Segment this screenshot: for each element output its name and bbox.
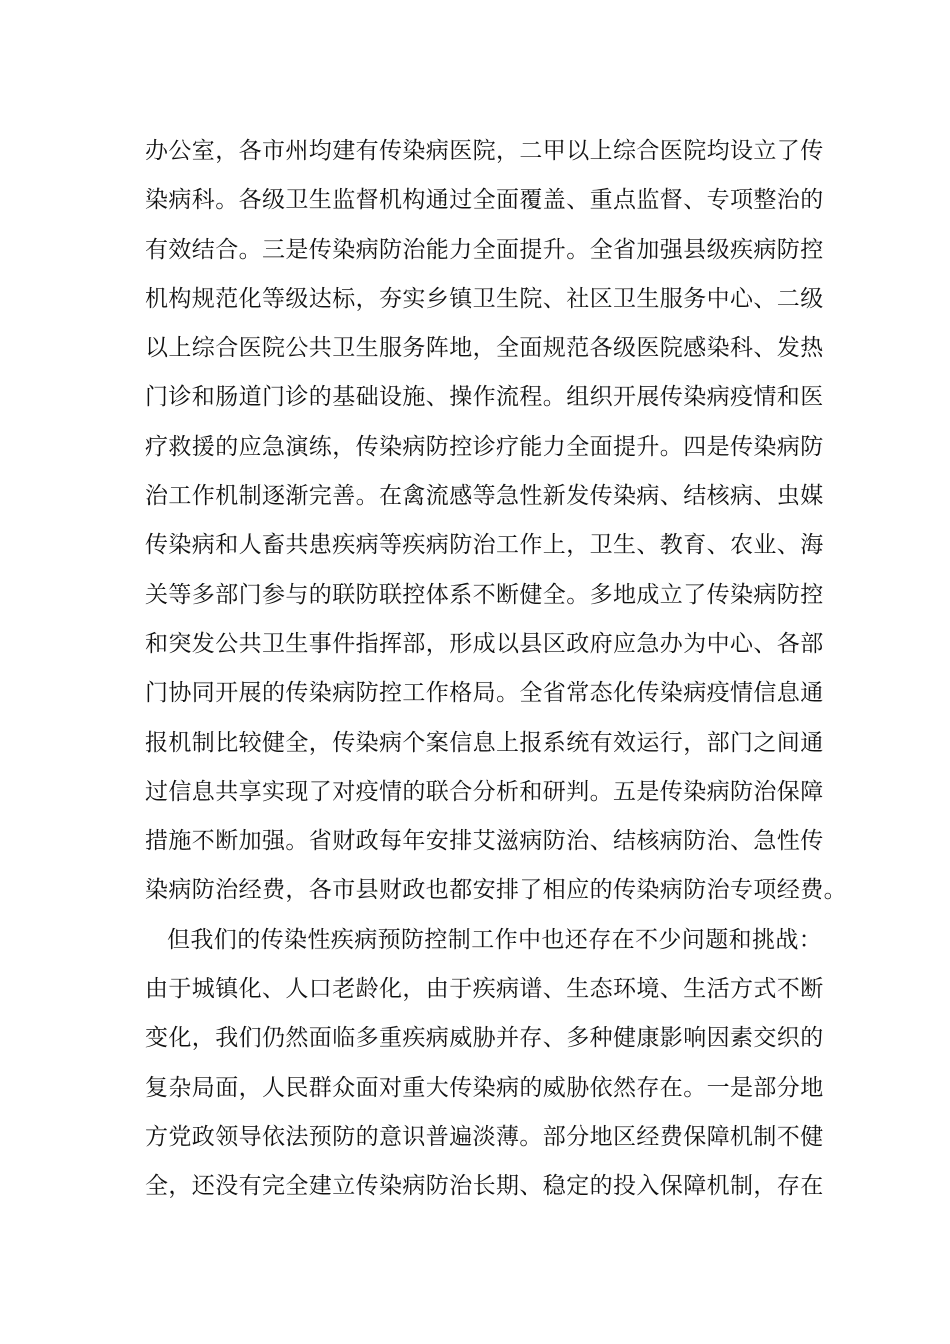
text-line: 门协同开展的传染病防控工作格局。全省常态化传染病疫情信息通 (145, 680, 824, 707)
text-line: 以上综合医院公共卫生服务阵地，全面规范各级医院感染科、发热 (145, 335, 824, 362)
text-line: 办公室，各市州均建有传染病医院，二甲以上综合医院均设立了传 (145, 138, 824, 164)
text-line: 门诊和肠道门诊的基础设施、操作流程。组织开展传染病疫情和医 (145, 384, 824, 411)
text-line: 全，还没有完全建立传染病防治长期、稳定的投入保障机制，存在 (145, 1173, 824, 1200)
paragraph-start-line: 但我们的传染性疾病预防控制工作中也还存在不少问题和挑战： (167, 926, 823, 953)
body-text (145, 127, 847, 1212)
text-line: 关等多部门参与的联防联控体系不断健全。多地成立了传染病防控 (145, 581, 824, 608)
text-line: 报机制比较健全，传染病个案信息上报系统有效运行，部门之间通 (145, 729, 824, 756)
text-line: 治工作机制逐渐完善。在禽流感等急性新发传染病、结核病、虫媒 (145, 483, 824, 510)
text-line: 疗救援的应急演练，传染病防控诊疗能力全面提升。四是传染病防 (145, 433, 824, 460)
text-line: 机构规范化等级达标，夯实乡镇卫生院、社区卫生服务中心、二级 (145, 285, 824, 312)
text-line: 有效结合。三是传染病防治能力全面提升。全省加强县级疾病防控 (145, 236, 824, 263)
text-line: 染病科。各级卫生监督机构通过全面覆盖、重点监督、专项整治的 (145, 187, 824, 214)
text-line: 措施不断加强。省财政每年安排艾滋病防治、结核病防治、急性传 (145, 828, 824, 855)
text-line: 方党政领导依法预防的意识普遍淡薄。部分地区经费保障机制不健 (145, 1123, 824, 1150)
text-line: 过信息共享实现了对疫情的联合分析和研判。五是传染病防治保障 (145, 778, 824, 805)
text-line: 由于城镇化、人口老龄化，由于疾病谱、生态环境、生活方式不断 (145, 976, 824, 1003)
text-line: 变化，我们仍然面临多重疾病威胁并存、多种健康影响因素交织的 (145, 1025, 824, 1052)
paragraph-end-line: 染病防治经费，各市县财政也都安排了相应的传染病防治专项经费。 (145, 877, 847, 904)
text-line: 复杂局面，人民群众面对重大传染病的威胁依然存在。一是部分地 (145, 1074, 824, 1101)
text-line: 传染病和人畜共患疾病等疾病防治工作上，卫生、教育、农业、海 (145, 532, 824, 559)
text-line: 和突发公共卫生事件指挥部，形成以县区政府应急办为中心、各部 (145, 630, 824, 657)
